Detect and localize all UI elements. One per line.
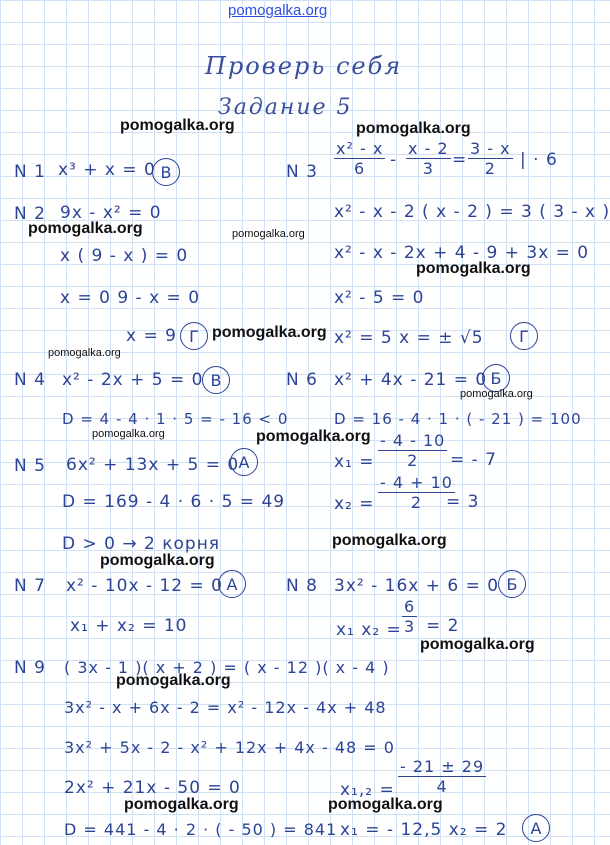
n4-expr: x² - 2x + 5 = 0 <box>62 370 204 390</box>
n9-roots: x₁ = - 12,5 x₂ = 2 <box>340 820 508 840</box>
n5-expr: 6x² + 13x + 5 = 0 <box>66 455 240 475</box>
watermark: pomogalka.org <box>92 428 165 440</box>
watermark: pomogalka.org <box>116 672 231 689</box>
n7-answer: A <box>218 570 246 598</box>
watermark: pomogalka.org <box>124 796 239 813</box>
watermark: pomogalka.org <box>420 636 535 653</box>
n3-multiplier: | · 6 <box>520 150 558 170</box>
n6-x1-result: = - 7 <box>450 450 498 470</box>
n3-fraction-3: 3 - x 2 <box>470 139 511 178</box>
n9-roots-label: x₁,₂ = <box>340 780 395 800</box>
n3-line2: x² - x - 2 ( x - 2 ) = 3 ( 3 - x ) <box>334 202 610 222</box>
n4-label: N 4 <box>14 370 46 390</box>
n6-x1-label: x₁ = <box>334 452 375 472</box>
n3-answer: Г <box>510 322 538 350</box>
n9-label: N 9 <box>14 658 46 678</box>
n8-product-label: x₁ x₂ = <box>336 620 402 640</box>
n9-line1: ( 3x - 1 )( x + 2 ) = ( x - 12 )( x - 4 ) <box>64 658 390 677</box>
watermark: pomogalka.org <box>120 117 235 134</box>
watermark: pomogalka.org <box>232 228 305 240</box>
n6-label: N 6 <box>286 370 318 390</box>
watermark: pomogalka.org <box>100 552 215 569</box>
n6-x2-result: = 3 <box>446 492 480 512</box>
n4-answer: B <box>202 366 230 394</box>
watermark: pomogalka.org <box>332 532 447 549</box>
n3-line3: x² - x - 2x + 4 - 9 + 3x = 0 <box>334 243 590 263</box>
watermark: pomogalka.org <box>28 220 143 237</box>
n7-sum: x₁ + x₂ = 10 <box>70 616 188 636</box>
watermark: pomogalka.org <box>212 324 327 341</box>
watermark: pomogalka.org <box>328 796 443 813</box>
n6-x2-fraction: - 4 + 10 2 <box>380 473 453 512</box>
n5-label: N 5 <box>14 456 46 476</box>
watermark: pomogalka.org <box>256 428 371 445</box>
n8-product-result: = 2 <box>426 616 460 636</box>
n3-equals: = <box>452 150 468 170</box>
n2-answer: Г <box>180 322 208 350</box>
n2-line3: x = 0 9 - x = 0 <box>60 288 201 308</box>
n2-label: N 2 <box>14 204 46 224</box>
watermark: pomogalka.org <box>460 388 533 400</box>
n1-expr: x³ + x = 0 <box>58 160 156 180</box>
n7-label: N 7 <box>14 576 46 596</box>
n6-answer: Б <box>482 364 510 392</box>
n9-line2: 3x² - x + 6x - 2 = x² - 12x - 4x + 48 <box>64 698 387 717</box>
n7-expr: x² - 10x - 12 = 0 <box>66 576 223 596</box>
n6-discriminant: D = 16 - 4 · 1 · ( - 21 ) = 100 <box>334 410 582 428</box>
n9-answer: A <box>522 814 550 842</box>
watermark: pomogalka.org <box>48 347 121 359</box>
n3-fraction-1: x² - x 6 <box>336 139 384 178</box>
n2-line4: x = 9 <box>126 326 177 346</box>
n3-minus: - <box>390 150 398 170</box>
page-title: Проверь себя <box>205 52 403 80</box>
n5-answer: A <box>230 448 258 476</box>
n5-note: D > 0 → 2 корня <box>62 534 221 554</box>
site-watermark-top[interactable]: pomogalka.org <box>228 2 328 19</box>
n6-x1-fraction: - 4 - 10 2 <box>380 431 446 470</box>
n1-answer: B <box>152 158 180 186</box>
n6-expr: x² + 4x - 21 = 0 <box>334 370 488 390</box>
n8-label: N 8 <box>286 576 318 596</box>
n3-line4: x² - 5 = 0 <box>334 288 425 308</box>
n3-label: N 3 <box>286 162 318 182</box>
n9-roots-fraction: - 21 ± 29 4 <box>400 757 485 796</box>
n9-line4: 2x² + 21x - 50 = 0 <box>64 778 241 798</box>
n1-label: N 1 <box>14 162 46 182</box>
n2-line2: x ( 9 - x ) = 0 <box>60 246 189 266</box>
n3-line5: x² = 5 x = ± √5 <box>334 328 484 348</box>
n3-fraction-2: x - 2 3 <box>408 139 449 178</box>
n9-line3: 3x² + 5x - 2 - x² + 12x + 4x - 48 = 0 <box>64 738 395 757</box>
n2-line1: 9x - x² = 0 <box>60 203 162 223</box>
page-subtitle: Задание 5 <box>218 95 353 120</box>
watermark: pomogalka.org <box>416 260 531 277</box>
n5-discriminant: D = 169 - 4 · 6 · 5 = 49 <box>62 492 286 512</box>
n8-product-fraction: 6 3 <box>404 597 416 636</box>
n9-line5: D = 441 - 4 · 2 · ( - 50 ) = 841 <box>64 820 338 839</box>
n8-expr: 3x² - 16x + 6 = 0 <box>334 576 500 596</box>
watermark: pomogalka.org <box>356 120 471 137</box>
n8-answer: Б <box>498 570 526 598</box>
n4-discriminant: D = 4 - 4 · 1 · 5 = - 16 < 0 <box>62 410 289 428</box>
n6-x2-label: x₂ = <box>334 494 375 514</box>
